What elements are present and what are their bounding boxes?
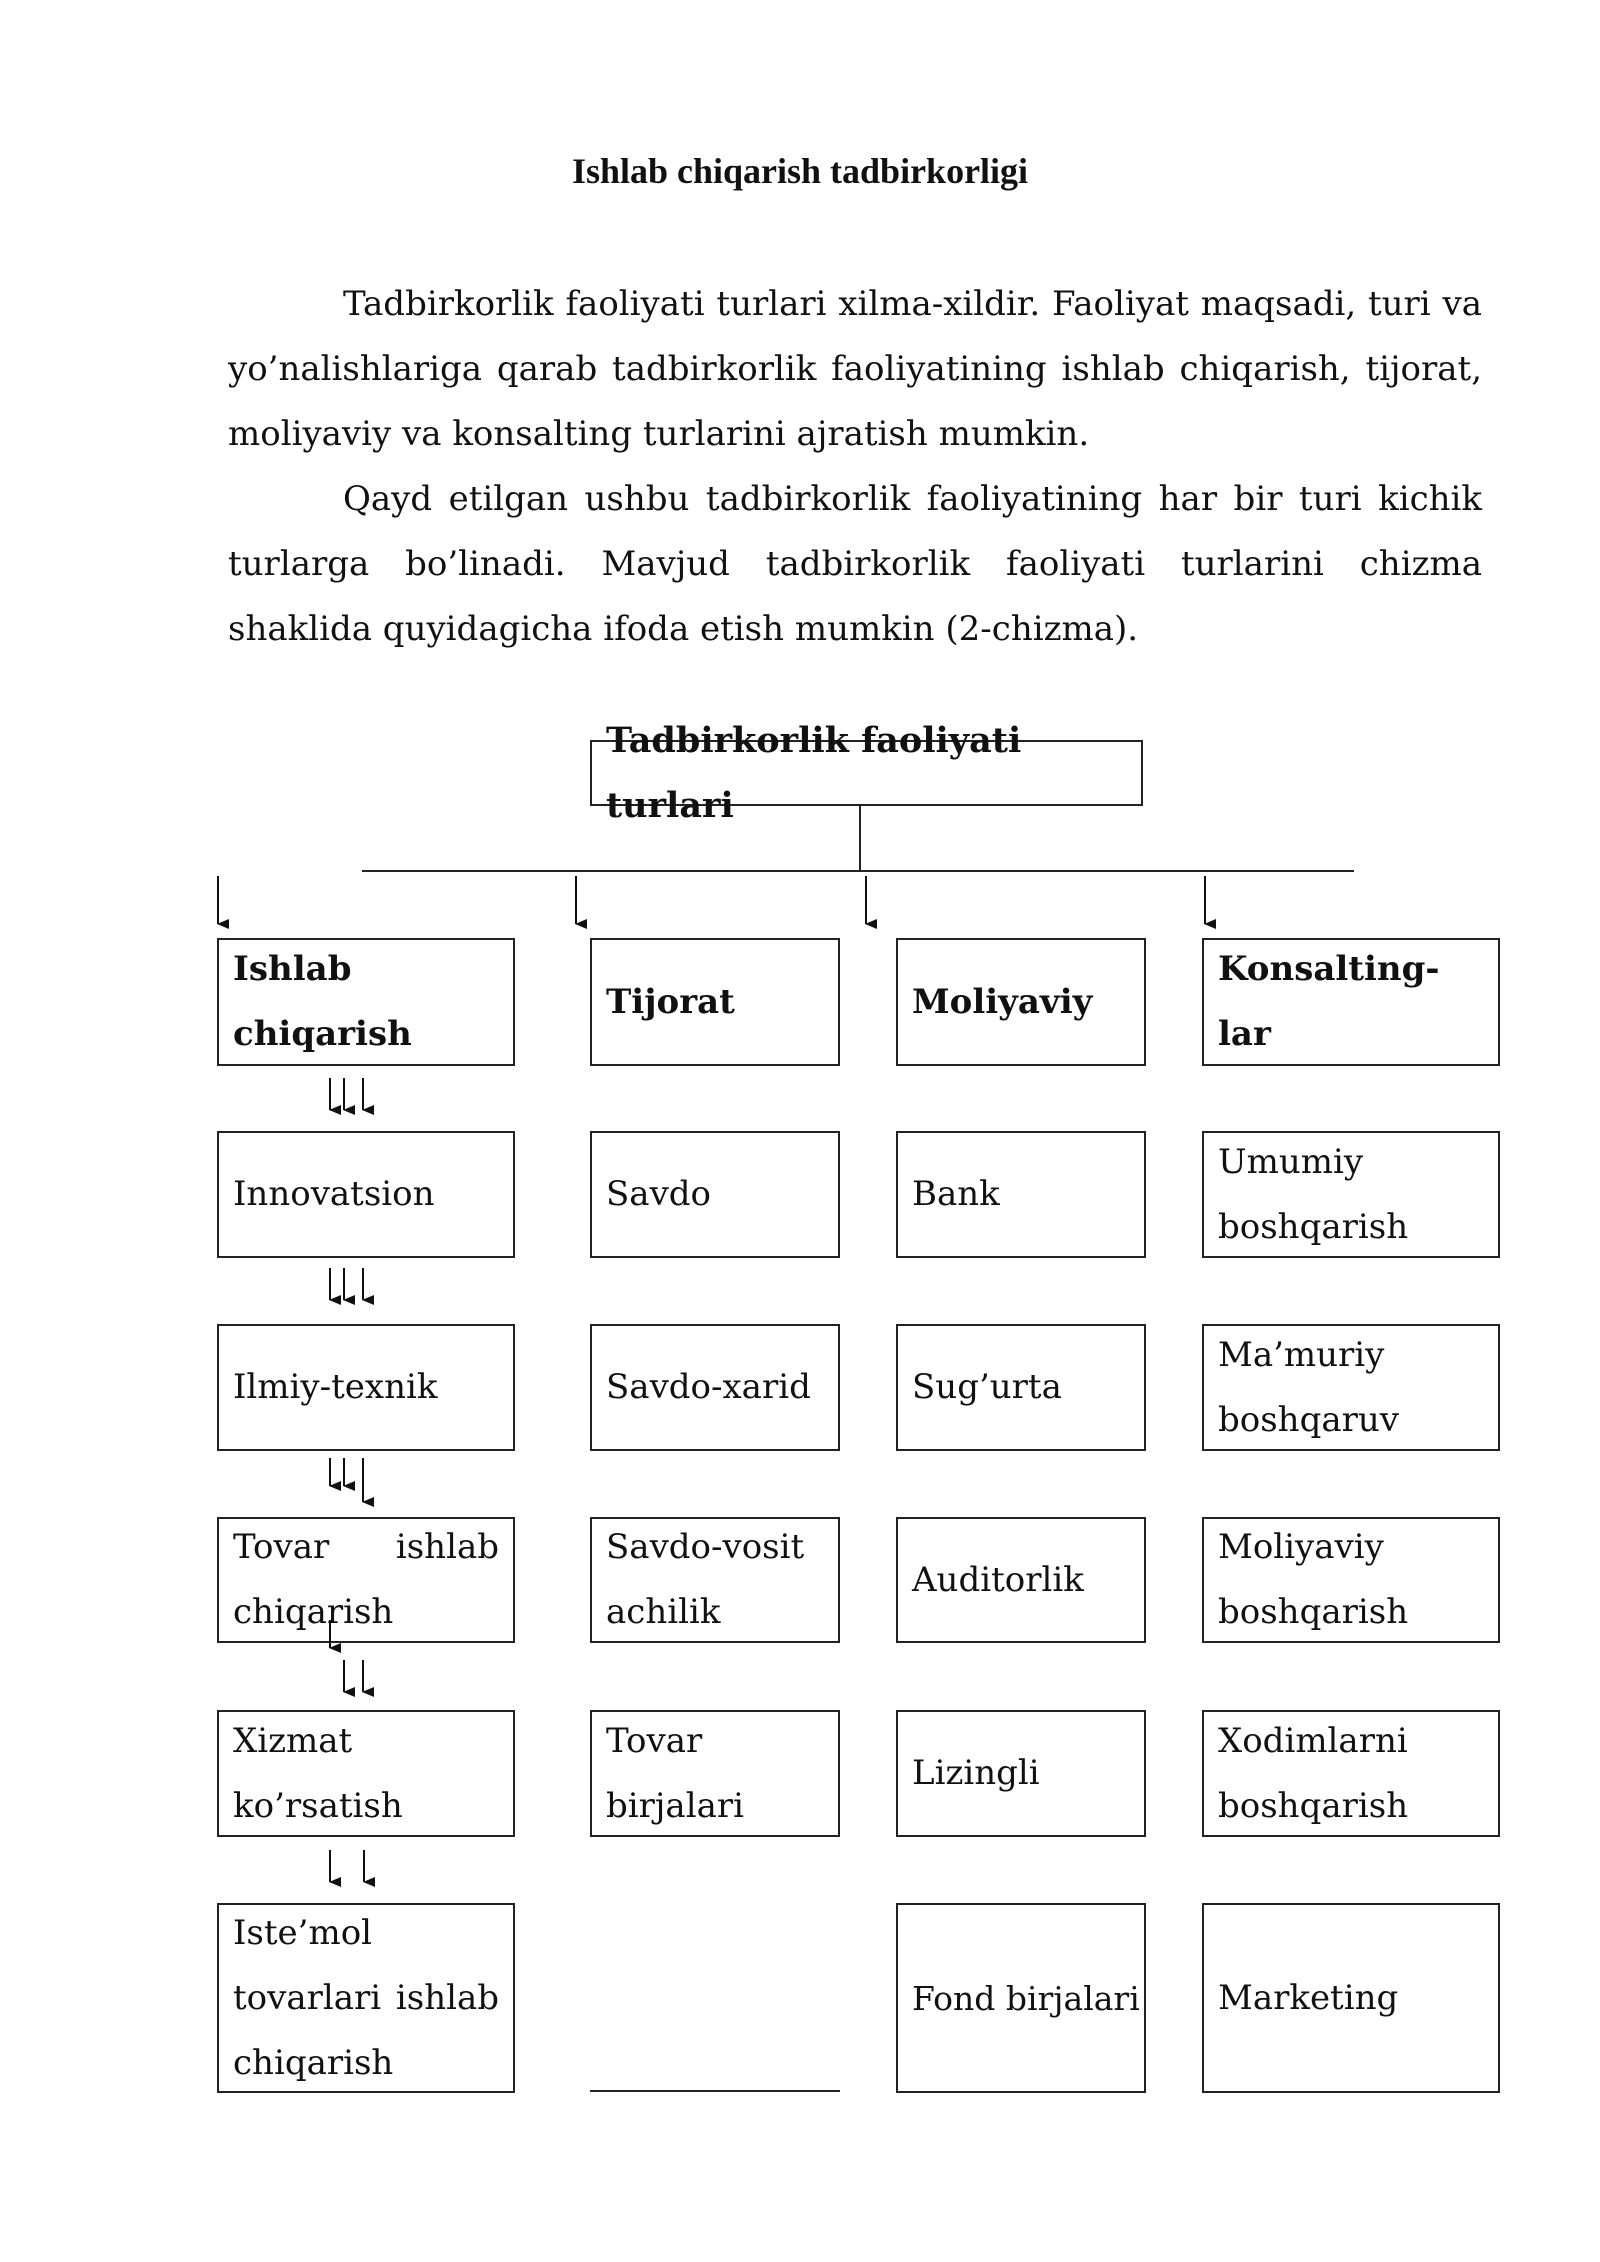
column-header-label: Moliyaviy: [912, 981, 1093, 1022]
item-label: Iste’mol tovarlari ishlab chiqarish: [233, 1912, 499, 2083]
column-header-label: Tijorat: [606, 981, 735, 1022]
page-title: Ishlab chiqarish tadbirkorligi: [571, 151, 1029, 191]
item-label: Tovar birjalari: [606, 1720, 744, 1826]
item-label: Moliyaviy boshqarish: [1218, 1527, 1409, 1632]
item-label: Tovar ishlab chiqarish: [233, 1527, 499, 1632]
paragraph-intro-text: Tadbirkorlik faoliyati turlari xilma-xildir. Faoliyat maqsadi, turi va yo’nalishlariga qarab tadbirkorlik faoliyatining ishlab chiqarish, tijorat, moliyaviy va konsalting turlarini ajratish mumkin.: [228, 284, 1482, 454]
item-label: Auditorlik: [912, 1559, 1084, 1600]
item-label: Savdo: [606, 1174, 712, 1214]
item-label: Ilmiy-texnik: [233, 1367, 438, 1407]
item-label: Innovatsion: [233, 1174, 435, 1214]
item-label: Savdo-xarid: [606, 1367, 811, 1407]
item-label: Xizmat ko’rsatish: [233, 1720, 403, 1826]
diagram-root-label: Tadbirkorlik faoliyati turlari: [606, 720, 1022, 826]
item-label: Savdo-vositachilik: [606, 1527, 805, 1632]
item-label: Lizingli: [912, 1753, 1040, 1793]
item-label: Fond birjalari: [912, 1978, 1140, 2018]
item-label: Xodimlarni boshqarish: [1218, 1720, 1409, 1826]
column-header-label: Ishlab chiqarish: [233, 949, 412, 1054]
paragraph-description-text: Qayd etilgan ushbu tadbirkorlik faoliyatining har bir turi kichik turlarga bo’linadi. Mavjud tadbirkorlik faoliyati turlarini chizma shaklida quyidagicha ifoda etish mumkin (2-chizma).: [228, 479, 1482, 649]
item-label: Sug’urta: [912, 1367, 1062, 1407]
column-header-label: Konsalting-lar: [1218, 949, 1440, 1054]
item-label: Umumiy boshqarish: [1218, 1141, 1409, 1247]
item-label: Marketing: [1218, 1977, 1399, 2018]
item-label: Ma’muriy boshqaruv: [1218, 1334, 1399, 1440]
item-label: Bank: [912, 1174, 1000, 1214]
